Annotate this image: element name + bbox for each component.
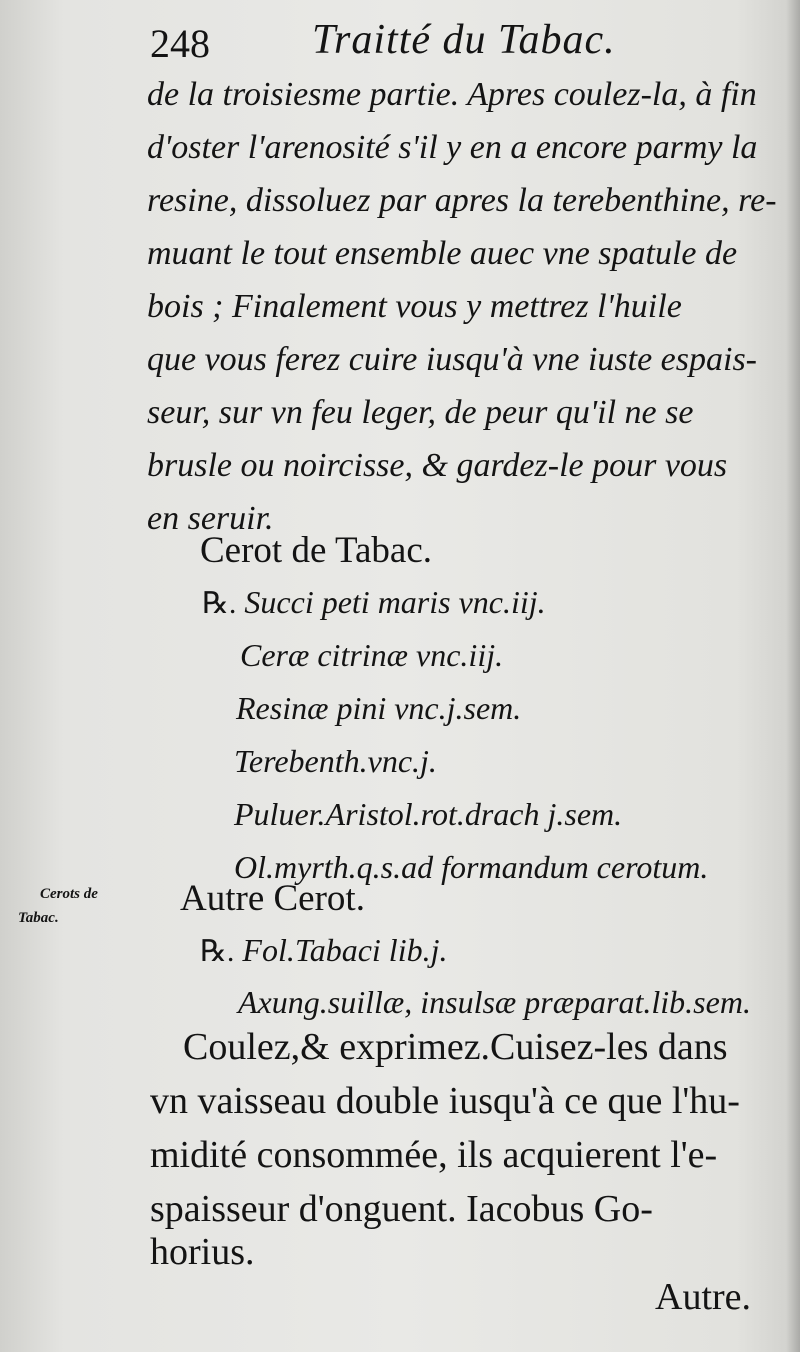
ingredient: Fol.Tabaci lib.j. — [242, 932, 448, 968]
text-line: que vous ferez cuire iusqu'à vne iuste espais- — [147, 341, 758, 378]
text-line: vn vaisseau double iusqu'à ce que l'hu- — [150, 1080, 740, 1122]
ingredient: Ceræ citrinæ vnc.iij. — [240, 637, 504, 673]
text-line: d'oster l'arenosité s'il y en a encore parmy la — [147, 129, 758, 166]
prescription-line — [202, 584, 546, 621]
recipe-symbol: ℞. — [202, 587, 237, 620]
margin-note-line: Tabac. — [18, 910, 59, 926]
ingredient: Puluer.Aristol.rot.drach j.sem. — [234, 796, 623, 832]
text-line: de la troisiesme partie. Apres coulez-la, à fin — [147, 76, 757, 113]
margin-note — [18, 882, 98, 930]
recipe-symbol: ℞. — [200, 935, 235, 968]
running-title: Traitté du Tabac. — [312, 17, 616, 63]
text-line: bois ; Finalement vous y mettrez l'huile — [147, 288, 682, 325]
margin-note-line: Cerots de — [40, 886, 98, 902]
ingredient: Succi peti maris vnc.iij. — [244, 584, 546, 620]
text-line: resine, dissoluez par apres la terebenthine, re- — [147, 182, 777, 219]
text-line: Coulez,& exprimez.Cuisez-les dans — [183, 1026, 728, 1068]
text-line: brusle ou noircisse, & gardez-le pour vous — [147, 447, 728, 484]
ingredient: Ol.myrth.q.s.ad formandum cerotum. — [234, 849, 709, 885]
ingredient: Axung.suillæ, insulsæ præparat.lib.sem. — [238, 984, 751, 1020]
text-line: en seruir. — [147, 500, 274, 537]
prescription-line — [200, 932, 447, 969]
recipe-heading: Cerot de Tabac. — [200, 530, 432, 571]
text-line: horius. — [150, 1231, 255, 1273]
next-section-heading: Autre. — [655, 1276, 752, 1318]
text-line: midité consommée, ils acquierent l'e- — [150, 1134, 718, 1176]
text-line: spaisseur d'onguent. Iacobus Go- — [150, 1188, 653, 1230]
recipe-heading: Autre Cerot. — [180, 878, 365, 919]
page-number: 248 — [150, 21, 210, 66]
ingredient: Terebenth.vnc.j. — [234, 743, 437, 779]
text-line: seur, sur vn feu leger, de peur qu'il ne se — [147, 394, 694, 431]
text-line: muant le tout ensemble auec vne spatule de — [147, 235, 738, 272]
ingredient: Resinæ pini vnc.j.sem. — [236, 690, 522, 726]
page-gutter-shadow — [786, 0, 800, 1352]
